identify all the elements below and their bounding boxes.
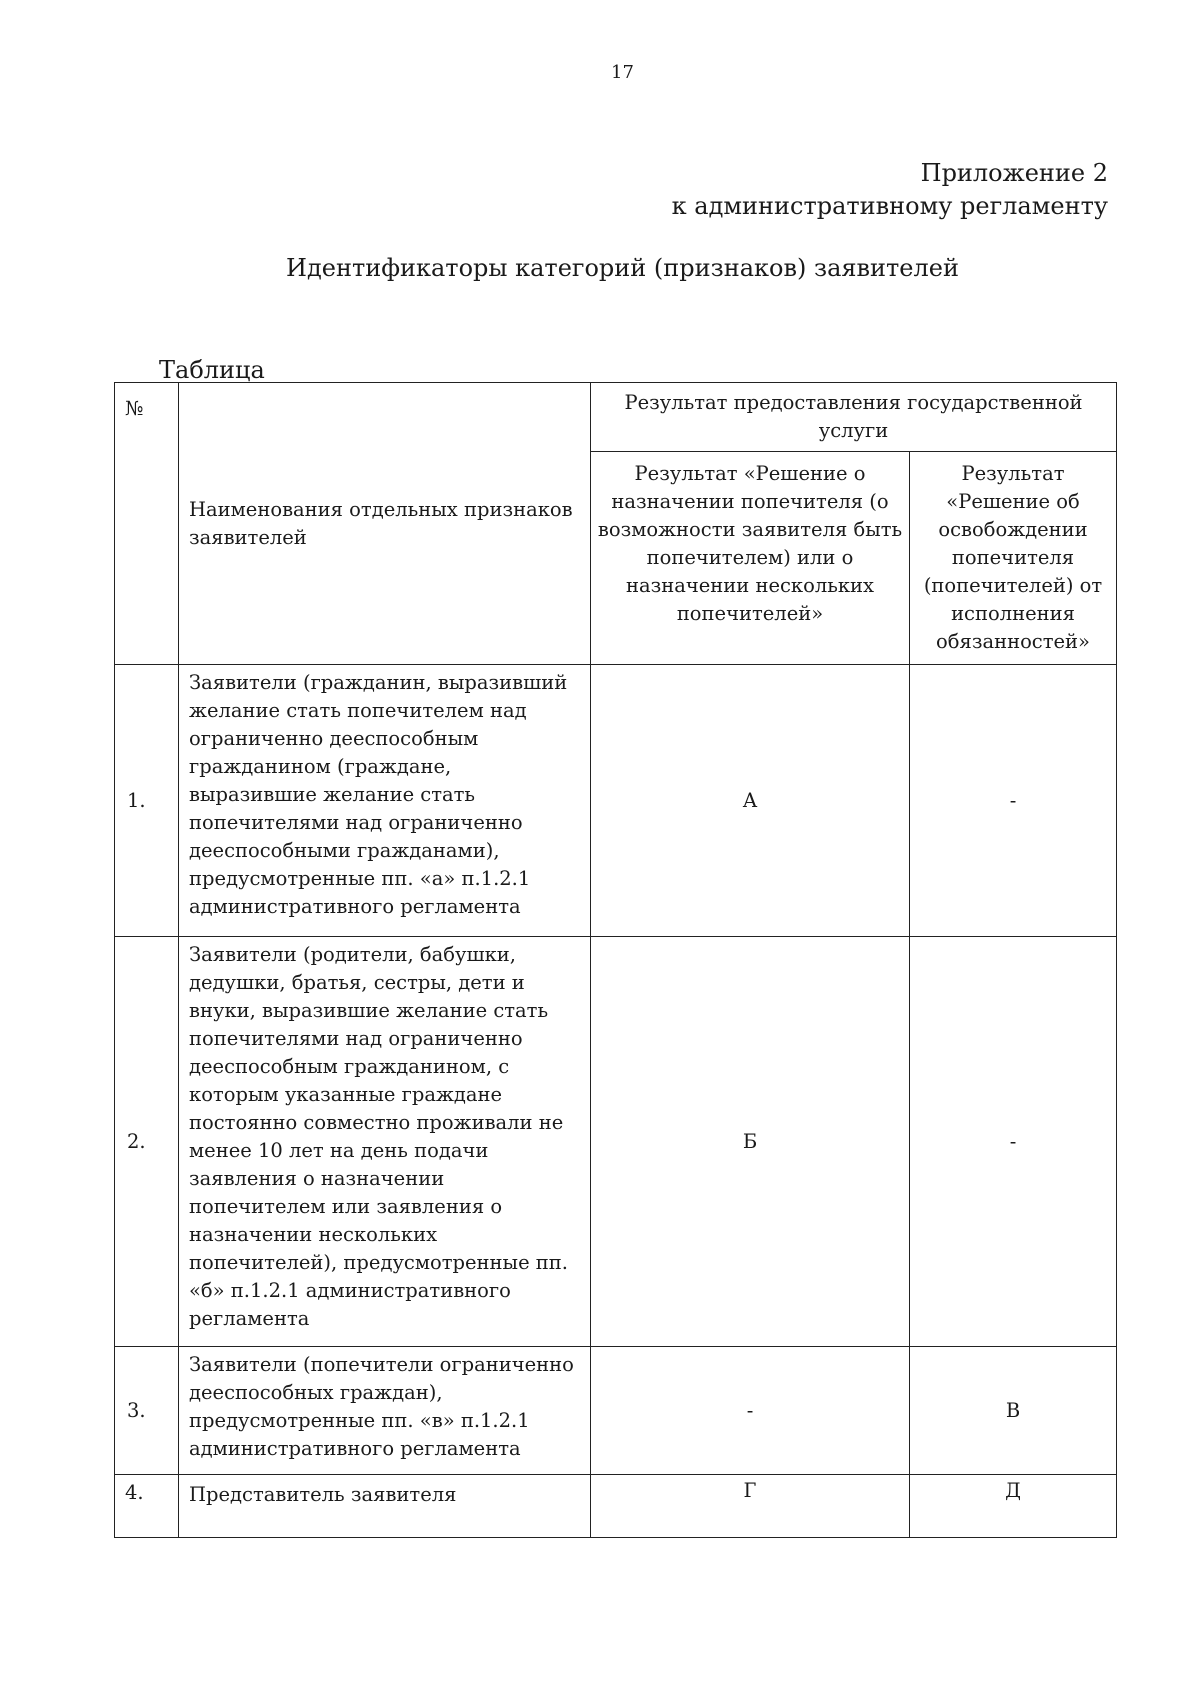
table-row <box>115 1347 1117 1475</box>
row-result-b: - <box>910 937 1117 1347</box>
row-result-b: - <box>910 665 1117 937</box>
appendix-block <box>672 157 1108 223</box>
table-row <box>115 1475 1117 1538</box>
row-result-b: В <box>910 1347 1117 1475</box>
row-number: 3. <box>115 1347 179 1475</box>
row-number: 2. <box>115 937 179 1347</box>
row-number: 4. <box>115 1475 179 1538</box>
document-title: Идентификаторы категорий (признаков) заявителей <box>286 254 959 282</box>
row-name: Заявители (попечители ограниченно дееспособных граждан), предусмотренные пп. «в» п.1.2.1 административного регламента <box>179 1347 591 1475</box>
row-result-a: А <box>591 665 910 937</box>
row-name: Представитель заявителя <box>179 1475 591 1538</box>
table-row <box>115 937 1117 1347</box>
applicant-categories-table <box>114 382 1117 1538</box>
table-header-row-1 <box>115 383 1117 452</box>
row-name: Заявители (гражданин, выразивший желание стать попечителем над ограниченно дееспособным гражданином (граждане, выразившие желание стать попечителями над ограниченно дееспособными гражданами), предусмотренные пп. «а» п.1.2.1 административного регламента <box>179 665 591 937</box>
table-row <box>115 665 1117 937</box>
row-result-a: - <box>591 1347 910 1475</box>
row-number: 1. <box>115 665 179 937</box>
row-name: Заявители (родители, бабушки, дедушки, братья, сестры, дети и внуки, выразившие желание стать попечителями над ограниченно дееспособным гражданином, с которым указанные граждане постоянно совместно проживали не менее 10 лет на день подачи заявления о назначении попечителем или заявления о назначении нескольких попечителей), предусмотренные пп. «б» п.1.2.1 административного регламента <box>179 937 591 1347</box>
row-result-a: Б <box>591 937 910 1347</box>
header-result-a: Результат «Решение о назначении попечителя (о возможности заявителя быть попечителем) или о назначении нескольких попечителей» <box>591 452 910 665</box>
appendix-line-1: Приложение 2 <box>920 159 1108 187</box>
header-number: № <box>115 383 179 665</box>
header-result-b: Результат «Решение об освобождении попечителя (попечителей) от исполнения обязанностей» <box>910 452 1117 665</box>
row-result-b: Д <box>910 1475 1117 1538</box>
page-number: 17 <box>611 62 634 83</box>
header-name: Наименования отдельных признаков заявителей <box>179 383 591 665</box>
appendix-line-2: к административному регламенту <box>671 192 1108 220</box>
table-caption: Таблица <box>159 356 265 384</box>
row-result-a: Г <box>591 1475 910 1538</box>
header-result-group: Результат предоставления государственной услуги <box>591 383 1117 452</box>
